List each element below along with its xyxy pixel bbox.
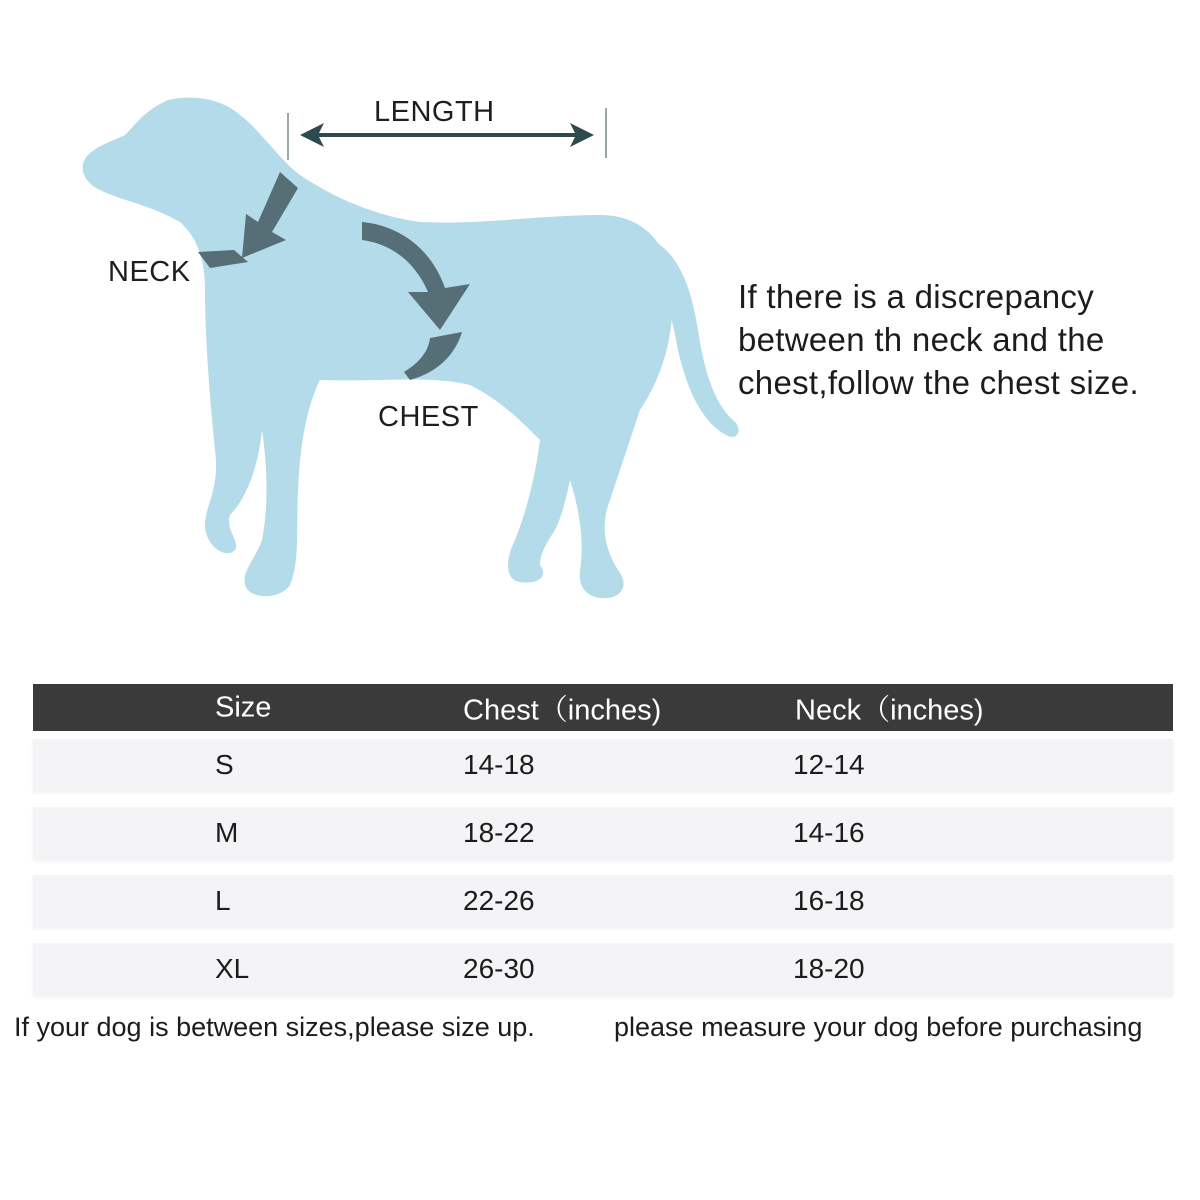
table-row xyxy=(33,807,1173,859)
table-row xyxy=(33,875,1173,927)
neck-label: NECK xyxy=(108,256,191,288)
cell-size: XL xyxy=(215,953,250,984)
cell-neck: 12-14 xyxy=(793,749,865,780)
size-chart-table xyxy=(33,684,1173,995)
cell-neck: 14-16 xyxy=(793,817,865,848)
cell-chest: 18-22 xyxy=(463,817,535,848)
table-row xyxy=(33,739,1173,791)
cell-size: L xyxy=(215,885,231,916)
cell-neck: 16-18 xyxy=(793,885,865,916)
measure-note: please measure your dog before purchasing xyxy=(614,1012,1143,1042)
header-chest: Chest（inches) xyxy=(463,694,662,726)
cell-size: M xyxy=(215,817,239,848)
cell-chest: 26-30 xyxy=(463,953,535,984)
cell-chest: 22-26 xyxy=(463,885,535,916)
size-up-note: If your dog is between sizes,please size up. xyxy=(14,1012,535,1042)
cell-chest: 14-18 xyxy=(463,749,535,780)
note-line: between th neck and the xyxy=(738,321,1105,358)
header-neck: Neck（inches) xyxy=(795,694,984,726)
discrepancy-note xyxy=(738,275,1193,404)
header-size: Size xyxy=(215,691,272,723)
cell-size: S xyxy=(215,749,234,780)
chest-label: CHEST xyxy=(378,401,479,433)
footer-notes xyxy=(0,1012,1200,1052)
dog-silhouette-icon xyxy=(83,98,739,599)
note-line: If there is a discrepancy xyxy=(738,278,1094,315)
table-header xyxy=(33,684,1173,731)
table-row xyxy=(33,943,1173,995)
length-label: LENGTH xyxy=(374,96,495,128)
cell-neck: 18-20 xyxy=(793,953,865,984)
note-line: chest,follow the chest size. xyxy=(738,364,1139,401)
